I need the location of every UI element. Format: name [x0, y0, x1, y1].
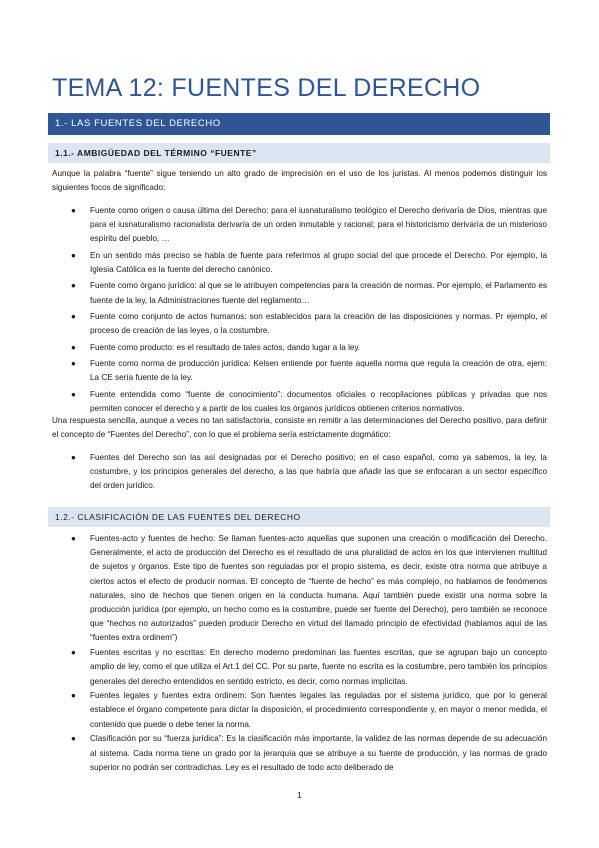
- list-item: ● Fuentes escritas y no escritas: En derecho moderno predominan las fuentes escritas, que se agrupan bajo un concepto amplio de ley, como el que utiliza el Art.1 del CC. Por su parte, fuente no escrita es la costumbre, pero también los principios generales del derecho entendidos en sentido estricto, es decir, como normas implícitas.: [71, 648, 547, 686]
- list-item: ● Fuente entendida como “fuente de conocimiento”: documentos oficiales o recopilaciones públicas y privadas que nos permiten conocer el derecho y a partir de los cuales los órganos jurídicos obtienen criterios normativos.: [71, 389, 547, 413]
- bullet-icon: ●: [71, 281, 76, 291]
- intro-paragraph: Aunque la palabra “fuente” sigue teniendo un alto grado de imprecisión en el uso de los juristas. Al menos podemos distinguir los siguientes focos de significado:: [52, 169, 547, 193]
- bullet-icon: ●: [71, 648, 76, 658]
- positive-law-paragraph: Una respuesta sencilla, aunque a veces no tan satisfactoria, consiste en remitir a las determinaciones del Derecho positivo, para definir el concepto de “Fuentes del Derecho”, con lo que el problema sería estrictamente dogmático:: [52, 416, 547, 440]
- list-item: ● Fuentes-acto y fuentes de hecho: Se llaman fuentes-acto aquellas que suponen una creación o modificación del Derecho. Generalmente, el acto de producción del Derecho es el resultado de una pluralidad de actos en los que intervienen multitud de sujetos y órganos. Este tipo de fuentes son reguladas por el propio sistema, es decir, existe otra norma que atribuye a ciertos actos el efecto de producir normas. El concepto de “fuente de hecho” es más complejo, no hablamos de fenómenos naturales, sino de hechos que tienen origen en la conducta humana. Aquí también puede existir una norma sobre la producción jurídica (por ejemplo, un hecho como es la costumbre, puede ser fuente del Derecho), pero también se reconoce que “hechos no autorizados” pueden producir Derecho en virtud del llamado principio de efectividad (hablamos aquí de las “fuentes extra ordinem”): [71, 534, 547, 643]
- page-number: 1: [297, 790, 302, 800]
- list-item: ● Fuentes del Derecho son las así designadas por el Derecho positivo; en el caso español, como ya sabemos, la ley, la costumbre, y los principios generales del derecho, a las que habría que añadir las que se enfocaran a un sector específico del orden jurídico.: [71, 453, 547, 491]
- bullet-icon: ●: [71, 206, 76, 215]
- bullet-icon: ●: [71, 311, 76, 321]
- list-item: ● Fuente como origen o causa última del Derecho: para el iusnaturalismo teológico el Derecho derivaría de Dios, mientras que para el iusnaturalismo racionalista derivaría de un orden inmutable y racional; para el historicismo derivaría de un misterioso espíritu del pueblo, …: [71, 206, 547, 244]
- list-item: ● Clasificación por su “fuerza jurídica”: Es la clasificación más importante, la validez de las normas depende de su adecuación al sistema. Cada norma tiene un grado por la jerarquía que se atribuye a su fuente de producción, y las normas de grado superior no podrán ser contradichas. Ley es el resultado de todo acto deliberado de: [71, 734, 547, 772]
- list-item: ● Fuente como producto: es el resultado de tales actos, dando lugar a la ley.: [52, 341, 547, 355]
- page-title: TEMA 12: FUENTES DEL DERECHO: [52, 74, 481, 102]
- subsection-heading-clasificacion: 1.2.- CLASIFICACIÓN DE LAS FUENTES DEL DERECHO: [48, 507, 550, 527]
- section-heading-fuentes: 1.- LAS FUENTES DEL DERECHO: [48, 113, 550, 135]
- bullet-icon: ●: [71, 250, 76, 260]
- bullet-icon: ●: [71, 534, 76, 543]
- list-item: ● Fuentes legales y fuentes extra ordinem: Son fuentes legales las reguladas por el sistema jurídico, que por lo general establece el órgano competente para dictar la disposición, el procedimiento correspondiente y, en mayor o menor medida, el contenido que puede o debe tener la norma.: [71, 691, 547, 729]
- list-item: ● Fuente como órgano jurídico: al que se le atribuyen competencias para la creación de normas. Por ejemplo, el Parlamento es fuente de la ley, la Administraciones fuente del reglamento…: [71, 281, 547, 305]
- list-item: ● Fuente como conjunto de actos humanos: son establecidos para la creación de las disposiciones y normas. Pr ejemplo, el proceso de creación de las leyes, o la costumbre.: [71, 311, 547, 336]
- subsection-heading-ambiguedad: 1.1.- AMBIGÜEDAD DEL TÉRMINO “FUENTE”: [48, 143, 550, 163]
- bullet-icon: ●: [71, 342, 76, 352]
- meanings-list: [52, 204, 547, 418]
- bullet-icon: ●: [71, 691, 76, 701]
- bullet-icon: ●: [71, 453, 76, 462]
- classification-list: [52, 532, 547, 775]
- bullet-icon: ●: [71, 358, 76, 368]
- list-item: ● Fuente como norma de producción jurídica: Kelsen entiende por fuente aquella norma que regula la creación de otra, ejem: La CE sería fuente de la ley.: [71, 358, 547, 383]
- positive-law-list: [52, 451, 547, 496]
- list-item: ● En un sentido más preciso se habla de fuente para referirnos al grupo social del que procede el Derecho. Por ejemplo, la Iglesia Católica es la fuente del derecho canónico.: [71, 250, 547, 274]
- bullet-icon: ●: [71, 734, 76, 744]
- bullet-icon: ●: [71, 389, 76, 399]
